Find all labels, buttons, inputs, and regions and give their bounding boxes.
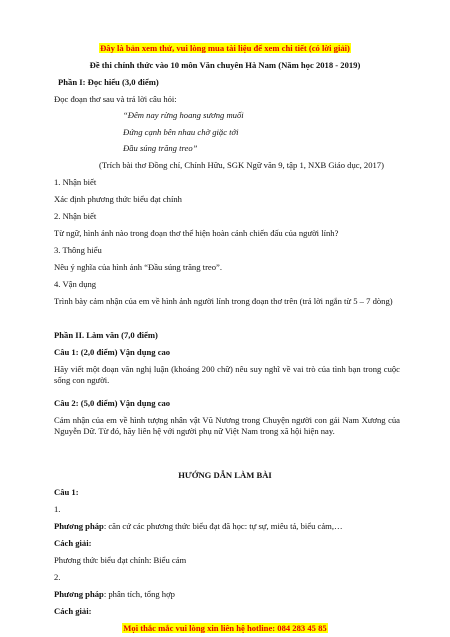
question-2-text: Từ ngữ, hình ảnh nào trong đoạn thơ thể hiện hoàn cảnh chiến đấu của người lính? <box>54 228 339 238</box>
method-2-text: : phân tích, tổng hợp <box>103 589 175 599</box>
part1-intro: Đọc đoạn thơ sau và trả lời câu hỏi: <box>54 94 177 104</box>
preview-banner <box>0 43 450 54</box>
question-3-text: Nêu ý nghĩa của hình ảnh “Đầu súng trăng treo”. <box>54 262 223 272</box>
guide-item-2-number: 2. <box>54 572 61 582</box>
essay-1-heading: Câu 1: (2,0 điểm) Vận dụng cao <box>54 347 171 357</box>
method-label: Phương pháp <box>54 589 104 599</box>
guide-question-1: Câu 1: <box>54 487 79 497</box>
preview-banner-text: Đây là bản xem thử, vui lòng mua tài liệu để xem chi tiết (có lời giải) <box>100 43 350 53</box>
poem-line-1: “Đêm nay rừng hoang sương muối <box>123 110 244 120</box>
question-3-level: 3. Thông hiểu <box>54 245 102 255</box>
method-label: Phương pháp <box>54 521 104 531</box>
exam-title: Đề thi chính thức vào 10 môn Văn chuyên Hà Nam (Năm học 2018 - 2019) <box>89 60 361 70</box>
question-4-text: Trình bày cảm nhận của em về hình ảnh người lính trong đoạn thơ trên (trả lời ngắn từ 5 – 7 dòng) <box>54 296 393 306</box>
guide-heading: HƯỚNG DẪN LÀM BÀI <box>178 470 272 480</box>
question-2-level: 2. Nhận biết <box>54 211 97 221</box>
question-1-level: 1. Nhận biết <box>54 177 97 187</box>
question-4-level: 4. Vận dụng <box>54 279 97 289</box>
question-1-text: Xác định phương thức biểu đạt chính <box>54 194 182 204</box>
essay-2-text: Cảm nhận của em về hình tượng nhân vật Vũ Nương trong Chuyện người con gái Nam Xương của Nguyễn Dữ. Từ đó, hãy liên hệ với người phụ nữ Việt Nam trong xã hội hiện nay. <box>54 415 400 436</box>
part2-heading: Phần II. Làm văn (7,0 điểm) <box>54 330 158 340</box>
guide-item-1-solve-label: Cách giải: <box>54 538 92 548</box>
poem-line-2: Đứng cạnh bên nhau chờ giặc tới <box>123 127 239 137</box>
essay-1-text: Hãy viết một đoạn văn nghị luận (khoảng 200 chữ) nêu suy nghĩ về vai trò của tình bạn trong cuộc sống con người. <box>54 364 400 385</box>
guide-item-1-method <box>54 521 343 532</box>
guide-item-1-number: 1. <box>54 504 61 514</box>
hotline-banner <box>0 623 450 634</box>
part1-heading: Phần I: Đọc hiểu (3,0 điểm) <box>58 77 159 87</box>
guide-item-2-solve-label: Cách giải: <box>54 606 92 616</box>
essay-2-heading: Câu 2: (5,0 điểm) Vận dụng cao <box>54 398 171 408</box>
guide-item-2-method <box>54 589 175 600</box>
hotline-text: Mọi thắc mắc vui lòng xin liên hệ hotline: 084 283 45 85 <box>123 623 327 633</box>
method-1-text: : căn cứ các phương thức biểu đạt đã học: tự sự, miêu tả, biểu cảm,… <box>103 521 343 531</box>
guide-item-1-answer: Phương thức biểu đạt chính: Biểu cảm <box>54 555 187 565</box>
poem-source: (Trích bài thơ Đồng chí, Chính Hữu, SGK Ngữ văn 9, tập 1, NXB Giáo dục, 2017) <box>99 160 384 170</box>
poem-line-3: Đầu súng trăng treo” <box>123 143 198 153</box>
